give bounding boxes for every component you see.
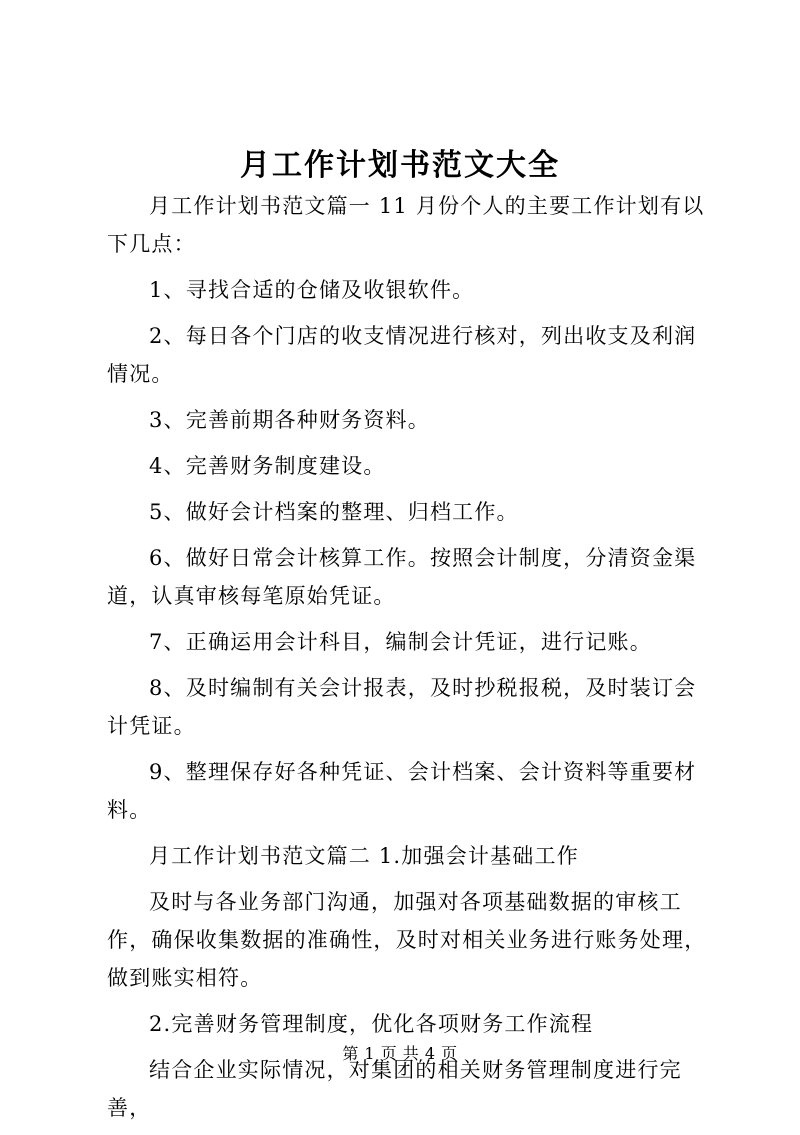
document-title: 月工作计划书范文大全 (240, 148, 560, 183)
page-footer: 第 1 页 共 4 页 (342, 1044, 458, 1063)
paragraph-item-4: 4、完善财务制度建设。 (149, 454, 386, 478)
paragraph-item-8: 8、及时编制有关会计报表，及时抄税报税，及时装订会计凭证。 (107, 676, 697, 738)
paragraph-intro: 月工作计划书范文篇一 11 月份个人的主要工作计划有以下几点： (107, 194, 705, 256)
paragraph-section-2-text-2: 结合企业实际情况，对集团的相关财务管理制度进行完善， (107, 1058, 682, 1120)
paragraph-section-2-heading: 月工作计划书范文篇二 1.加强会计基础工作 (149, 844, 579, 868)
paragraph-item-5: 5、做好会计档案的整理、归档工作。 (149, 500, 519, 524)
paragraph-section-2-text: 及时与各业务部门沟通，加强对各项基础数据的审核工作，确保收集数据的准确性，及时对相关业务进行账务处理，做到账实相符。 (107, 890, 707, 990)
paragraph-item-3: 3、完善前期各种财务资料。 (149, 408, 430, 432)
paragraph-item-9: 9、整理保存好各种凭证、会计档案、会计资料等重要材料。 (107, 760, 697, 822)
paragraph-item-7: 7、正确运用会计科目，编制会计凭证，进行记账。 (149, 630, 652, 654)
paragraph-item-2: 2、每日各个门店的收支情况进行核对，列出收支及利润情况。 (107, 324, 697, 386)
paragraph-section-2-item-2: 2.完善财务管理制度，优化各项财务工作流程 (149, 1012, 594, 1036)
paragraph-item-6: 6、做好日常会计核算工作。按照会计制度，分清资金渠道，认真审核每笔原始凭证。 (107, 546, 697, 608)
document-body (107, 187, 707, 1135)
paragraph-item-1: 1、寻找合适的仓储及收银软件。 (149, 278, 475, 302)
